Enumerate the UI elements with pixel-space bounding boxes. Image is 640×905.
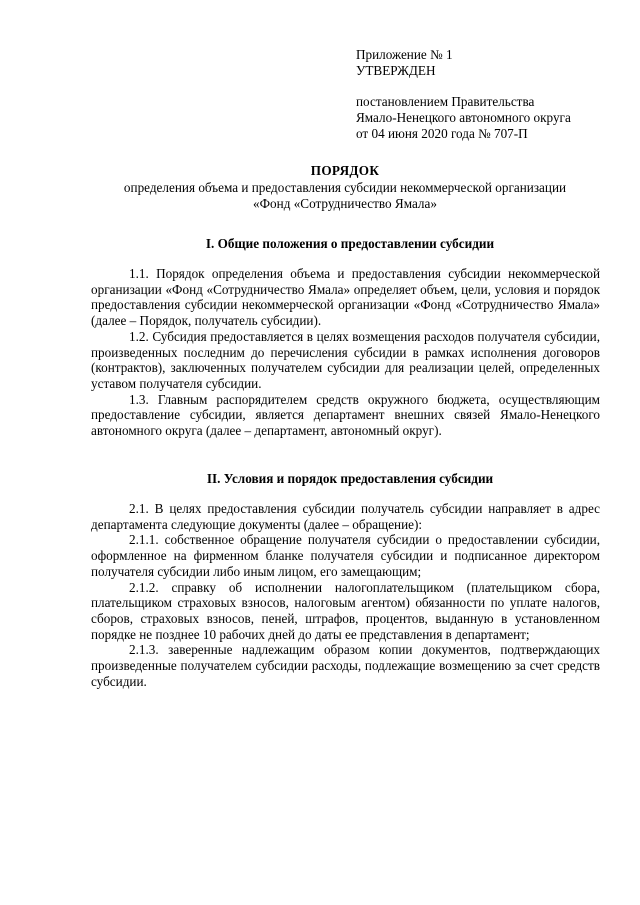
document-subtitle-line-2: «Фонд «Сотрудничество Ямала»	[253, 196, 437, 211]
paragraph-2-1: 2.1. В целях предоставления субсидии получатель субсидии направляет в адрес департамента следующие документы (далее – обращение):	[91, 501, 600, 532]
paragraph-2-1-2: 2.1.2. справку об исполнении налогоплательщиком (плательщиком сбора, плательщиком страховых взносов, налоговым агентом) обязанности по уплате налогов, сборов, страховых взносов, пеней, штрафов, процентов, выданную в установленном порядке не позднее 10 рабочих дней до даты ее представления в департамент;	[91, 579, 600, 642]
decree-line-1: постановлением Правительства	[356, 94, 535, 109]
decree-line-2: Ямало-Ненецкого автономного округа	[356, 110, 571, 125]
paragraph-2-1-1: 2.1.1. собственное обращение получателя субсидии о предоставлении субсидии, оформленное на фирменном бланке получателя субсидии и подписанное директором получателя субсидии либо иным лицом, его замещающим;	[91, 532, 600, 579]
document-title: ПОРЯДОК	[310, 163, 380, 178]
document-subtitle-line-1: определения объема и предоставления субсидии некоммерческой организации	[123, 179, 567, 195]
paragraph-1-1: 1.1. Порядок определения объема и предоставления субсидии некоммерческой организации «Фонд «Сотрудничество Ямала» определяет объем, цели, условия и порядок предоставления субсидии некоммерческой организации «Фонд «Сотрудничество Ямала» (далее – Порядок, получатель субсидии).	[91, 266, 600, 329]
paragraph-2-1-3: 2.1.3. заверенные надлежащим образом копии документов, подтверждающих произведенные получателем субсидии расходы, подлежащие возмещению за счет средств субсидии.	[91, 642, 600, 689]
approval-gap	[356, 79, 571, 94]
section-2-heading: II. Условия и порядок предоставления субсидии	[206, 471, 494, 486]
approved-label: УТВЕРЖДЕН	[356, 63, 436, 78]
section-1-body	[91, 266, 600, 439]
paragraph-1-3: 1.3. Главным распорядителем средств окружного бюджета, осуществляющим предоставление субсидии, является департамент внешних связей Ямало-Ненецкого автономного округа (далее – департамент, автономный округ).	[91, 391, 600, 439]
decree-line-3: от 04 июня 2020 года № 707-П	[356, 126, 528, 141]
approval-block	[356, 47, 571, 142]
section-1-heading: I. Общие положения о предоставлении субсидии	[205, 236, 495, 251]
document-title-block	[80, 163, 610, 213]
appendix-number: Приложение № 1	[356, 47, 453, 62]
section-2-body	[91, 501, 600, 689]
paragraph-1-2: 1.2. Субсидия предоставляется в целях возмещения расходов получателя субсидии, произведенных последним до перечисления субсидии в рамках исполнения договоров (контрактов), заключенных получателем субсидии для реализации целей, определенных уставом получателя субсидии.	[91, 328, 600, 391]
